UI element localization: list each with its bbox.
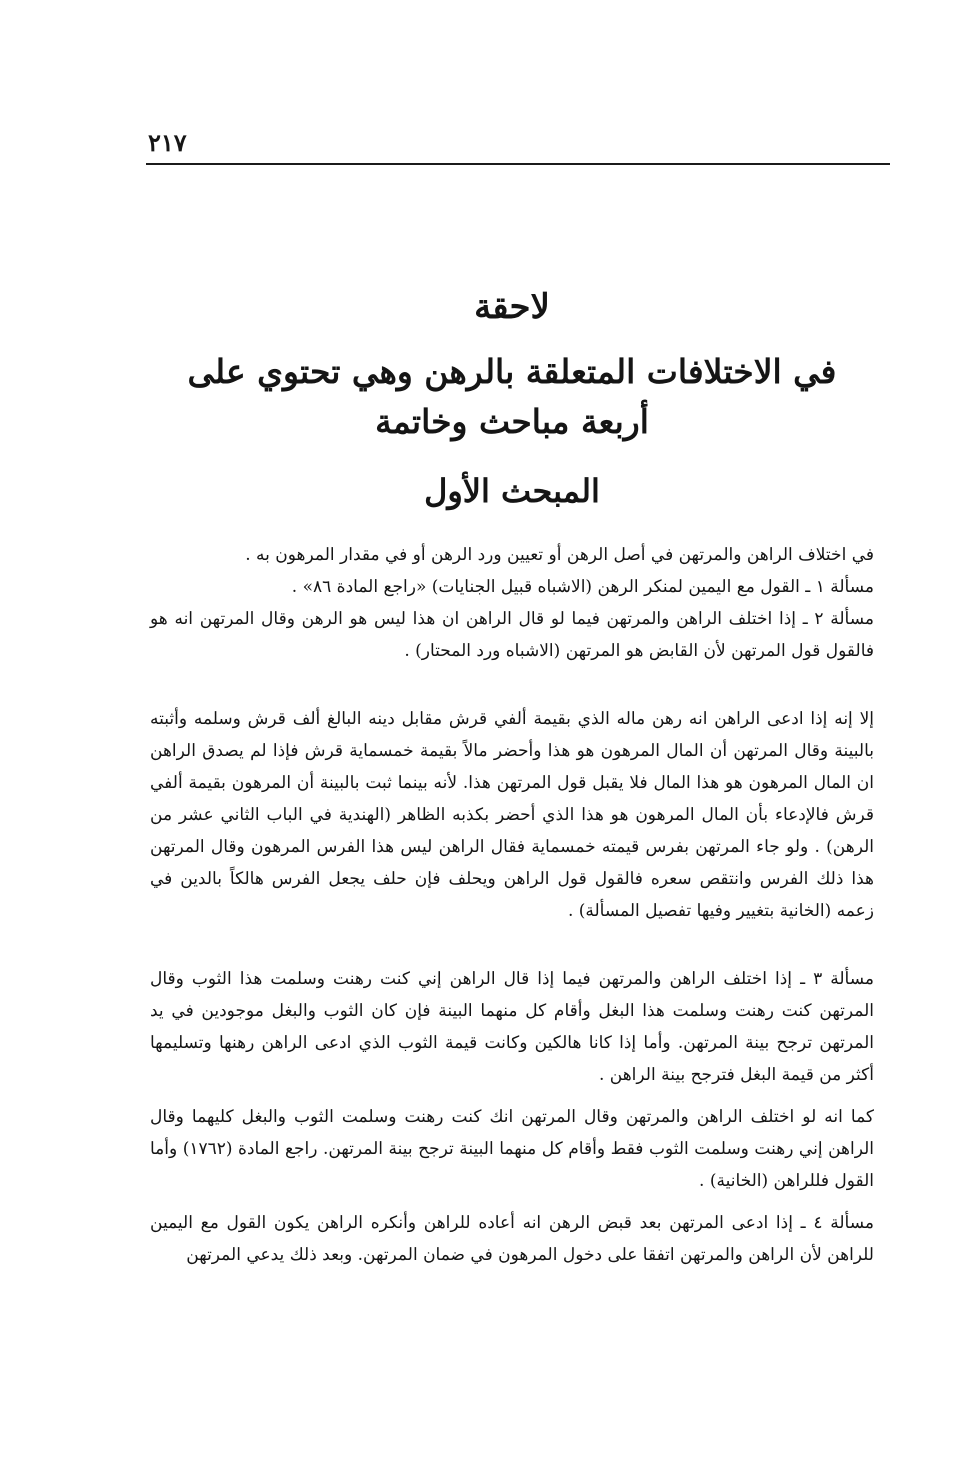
- appendix-title: لاحقة: [474, 287, 550, 327]
- paragraph-exception: إلا إنه إذا ادعى الراهن انه رهن ماله الذي بقيمة ألفي قرش مقابل دينه البالغ ألف قرش وسلمه وأثبته بالبينة وقال المرتهن أن المال المرهون هو هذا وأحضر مالاً بقيمة خمسماية قرش فإذا لم يصدق الراهن ان المال المرهون هو هذا المال فلا يقبل قول المرتهن هذا. لأنه بينما ثبت بالبينة أن المرهون بقيمة ألفي قرش فالإدعاء بأن المال المرهون هو هذا الذي أحضر بكذبه الظاهر (الهندية في الباب الثاني عشر من الرهن) . ولو جاء المرتهن بفرس قيمته خمسماية فقال الراهن ليس هذا الفرس المرهون وقال المرتهن هذا ذلك الفرس وانتقص سعره فالقول قول الراهن ويحلف فإن حلف يجعل الفرس هالكاً بالدين في زعمه (الخانية بتغيير وفيها تفصيل المسألة) .: [150, 709, 874, 921]
- paragraph-issue-4: مسألة ٤ ـ إذا ادعى المرتهن بعد قبض الرهن انه أعاده للراهن وأنكره الراهن يكون القول مع اليمين للراهن لأن الراهن والمرتهن اتفقا على دخول المرهون في ضمان المرتهن. وبعد ذلك يدعي المرتهن: [150, 1213, 874, 1265]
- paragraph-issue-2: مسألة ٢ ـ إذا اختلف الراهن والمرتهن فيما لو قال الراهن ان هذا ليس هو الرهن وقال المرتهن انه هو فالقول قول المرتهن لأن القابض هو المرتهن (الاشباه ورد المحتار) .: [150, 609, 874, 661]
- paragraph-gap: [150, 1091, 874, 1101]
- page-number: ٢١٧: [148, 128, 187, 157]
- paragraph-gap: [150, 667, 874, 703]
- paragraph-gap: [150, 927, 874, 963]
- section-heading: المبحث الأول: [424, 472, 600, 510]
- header-rule: [146, 163, 890, 165]
- appendix-subtitle: في الاختلافات المتعلقة بالرهن وهي تحتوي على أربعة مباحث وخاتمة: [187, 352, 837, 441]
- page-content: [150, 285, 874, 1271]
- paragraph-issue-1: مسألة ١ ـ القول مع اليمين لمنكر الرهن (الاشباه قبيل الجنايات) «راجع المادة ٨٦» .: [291, 577, 874, 597]
- paragraph-issue-3-continued: كما انه لو اختلف الراهن والمرتهن وقال المرتهن انك كنت رهنت وسلمت الثوب والبغل كليهما وقال الراهن إني رهنت وسلمت الثوب فقط وأقام كل منهما البينة ترجح بينة المرتهن. راجع المادة (١٧٦٢) وأما القول فللراهن (الخانية) .: [150, 1107, 874, 1191]
- paragraph-issue-3: مسألة ٣ ـ إذا اختلف الراهن والمرتهن فيما إذا قال الراهن إني كنت رهنت وسلمت هذا الثوب وقال المرتهن كنت رهنت وسلمت هذا البغل وأقام كل منهما البينة فإن كان الثوب والبغل موجودين في يد المرتهن ترجح بينة المرتهن. وأما إذا كانا هالكين وكانت قيمة الثوب الذي ادعى الراهن رهنها وتسليمها أكثر من قيمة البغل فترجح بينة الراهن .: [150, 969, 875, 1085]
- paragraph-gap: [150, 1197, 874, 1207]
- paragraph-intro: في اختلاف الراهن والمرتهن في أصل الرهن أو تعيين ورد الرهن أو في مقدار المرهون به .: [245, 545, 874, 565]
